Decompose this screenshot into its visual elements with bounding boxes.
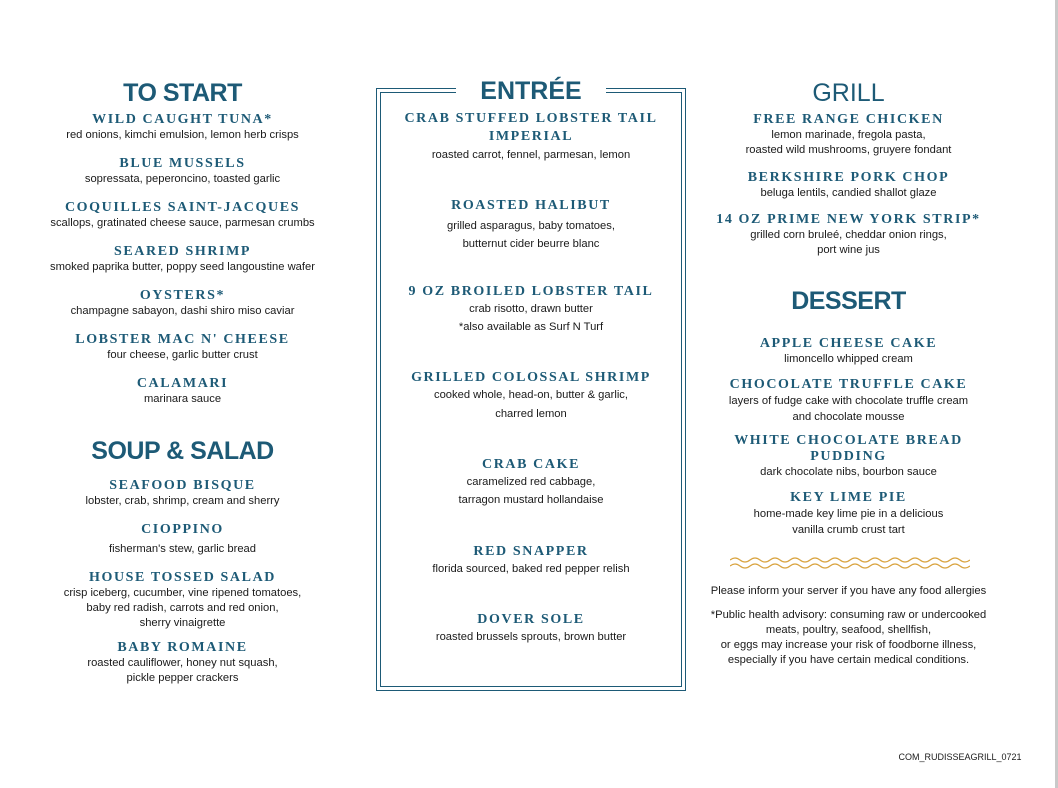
- menu-item: [706, 433, 991, 480]
- item-name: LOBSTER MAC N' CHEESE: [75, 332, 290, 347]
- menu-item: [376, 198, 686, 253]
- entree-title-wrap: [376, 76, 686, 106]
- menu-item: [40, 376, 325, 407]
- item-name: BERKSHIRE PORK CHOP: [747, 170, 950, 185]
- item-desc: red onions, kimchi emulsion, lemon herb crisps: [66, 129, 299, 141]
- soup-salad-title: SOUP & SALAD: [91, 437, 274, 465]
- menu-item: [376, 457, 686, 509]
- menu-item: [706, 112, 991, 158]
- grill-title: GRILL: [812, 79, 885, 107]
- item-desc: home-made key lime pie in a delicious vanilla crumb crust tart: [753, 508, 944, 536]
- item-desc: grilled corn bruleé, cheddar onion rings, port wine jus: [750, 229, 947, 256]
- allergy-note: Please inform your server if you have any food allergies: [710, 585, 987, 597]
- item-desc: roasted carrot, fennel, parmesan, lemon: [431, 149, 631, 161]
- item-name: DOVER SOLE: [477, 612, 585, 627]
- item-name: WILD CAUGHT TUNA*: [92, 112, 273, 127]
- item-name: CIOPPINO: [141, 522, 224, 537]
- item-name: OYSTERS*: [139, 288, 226, 303]
- item-desc: lobster, crab, shrimp, cream and sherry: [85, 495, 280, 507]
- entree-title: ENTRÉE: [456, 76, 605, 106]
- item-name: CHOCOLATE TRUFFLE CAKE: [729, 377, 968, 392]
- item-desc: grilled asparagus, baby tomatoes, butternut cider beurre blanc: [447, 220, 615, 250]
- wave-divider-icon: [730, 556, 970, 570]
- item-name: APPLE CHEESE CAKE: [759, 336, 938, 351]
- item-desc: fisherman's stew, garlic bread: [108, 543, 256, 555]
- item-desc: four cheese, garlic butter crust: [107, 349, 258, 361]
- menu-item: [376, 544, 686, 578]
- item-name: 14 OZ PRIME NEW YORK STRIP*: [716, 212, 981, 227]
- menu-item: [706, 377, 991, 425]
- item-desc: crab risotto, drawn butter *also available as Surf N Turf: [458, 303, 604, 333]
- item-name: BLUE MUSSELS: [119, 156, 246, 171]
- menu-item: [376, 370, 686, 424]
- menu-item: [40, 332, 325, 363]
- item-name: CRAB STUFFED LOBSTER TAIL IMPERIAL: [404, 111, 658, 144]
- item-desc: cooked whole, head-on, butter & garlic, charred lemon: [433, 389, 629, 420]
- menu-item: [706, 170, 991, 201]
- item-name: HOUSE TOSSED SALAD: [88, 570, 276, 585]
- item-desc: limoncello whipped cream: [784, 353, 913, 365]
- menu-item: [40, 244, 325, 275]
- menu-item: [40, 200, 325, 231]
- item-name: CALAMARI: [136, 376, 229, 391]
- item-desc: layers of fudge cake with chocolate truffle cream and chocolate mousse: [728, 395, 969, 423]
- item-desc: beluga lentils, candied shallot glaze: [760, 187, 937, 199]
- item-desc: smoked paprika butter, poppy seed langoustine wafer: [50, 261, 315, 273]
- menu-item: [706, 212, 991, 258]
- item-name: SEAFOOD BISQUE: [109, 478, 256, 493]
- item-name: RED SNAPPER: [473, 544, 589, 559]
- item-name: CRAB CAKE: [481, 457, 581, 472]
- entree-box: [376, 77, 686, 691]
- menu-item: [706, 490, 991, 538]
- item-desc: roasted cauliflower, honey nut squash, pickle pepper crackers: [87, 657, 278, 684]
- menu-item: [40, 156, 325, 187]
- item-name: COQUILLES SAINT-JACQUES: [64, 200, 301, 215]
- item-desc: champagne sabayon, dashi shiro miso caviar: [70, 305, 295, 317]
- item-desc: marinara sauce: [143, 393, 222, 405]
- item-desc: dark chocolate nibs, bourbon sauce: [760, 466, 937, 478]
- menu-item: [40, 112, 325, 143]
- menu-item: [376, 612, 686, 646]
- menu-item: [40, 570, 325, 631]
- item-desc: crisp iceberg, cucumber, vine ripened tomatoes, baby red radish, carrots and red onion, sherry vinaigrette: [63, 587, 302, 629]
- item-desc: roasted brussels sprouts, brown butter: [435, 631, 627, 643]
- item-desc: caramelized red cabbage, tarragon mustard hollandaise: [458, 476, 604, 506]
- item-name: WHITE CHOCOLATE BREAD PUDDING: [734, 433, 963, 464]
- item-name: BABY ROMAINE: [117, 640, 248, 655]
- menu-item: [40, 288, 325, 319]
- item-name: KEY LIME PIE: [790, 490, 907, 505]
- item-desc: sopressata, peperoncino, toasted garlic: [84, 173, 281, 185]
- wave-divider: [730, 556, 970, 570]
- item-desc: florida sourced, baked red pepper relish: [432, 563, 630, 575]
- item-name: SEARED SHRIMP: [113, 244, 252, 259]
- menu-item: [40, 478, 325, 509]
- menu-item: [376, 284, 686, 336]
- item-name: FREE RANGE CHICKEN: [753, 112, 944, 127]
- menu-item: [376, 110, 686, 163]
- menu-item: [40, 522, 325, 557]
- menu-item: [706, 336, 991, 367]
- item-name: ROASTED HALIBUT: [451, 198, 611, 213]
- dessert-title: DESSERT: [791, 287, 906, 315]
- item-desc: lemon marinade, fregola pasta, roasted wild mushrooms, gruyere fondant: [745, 129, 952, 156]
- footer-code: COM_RUDISSEAGRILL_0721: [898, 752, 1022, 762]
- health-advisory: *Public health advisory: consuming raw or undercooked meats, poultry, seafood, shellfish, or eggs may increase your risk of foodborne illness, especially if you have certain medical conditions.: [710, 609, 987, 666]
- item-desc: scallops, gratinated cheese sauce, parmesan crumbs: [50, 217, 315, 229]
- menu-item: [40, 640, 325, 686]
- item-name: GRILLED COLOSSAL SHRIMP: [411, 370, 651, 385]
- item-name: 9 OZ BROILED LOBSTER TAIL: [408, 284, 654, 299]
- to-start-title: TO START: [123, 79, 242, 107]
